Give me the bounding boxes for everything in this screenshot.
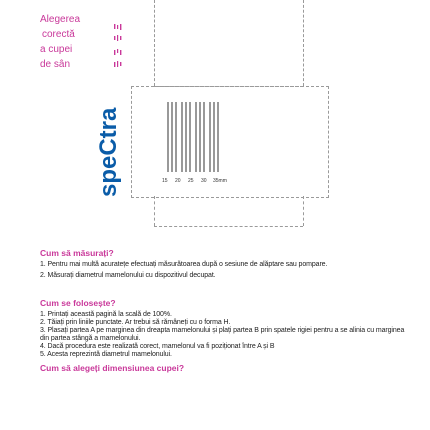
cut-line-bottom [154, 226, 303, 227]
measure-step-1: 1. Pentru mai multă acuratețe efectuați măsurătoarea după o sesiune de alăptare sau pompare. [40, 261, 328, 268]
ruler-label-20: 20 [175, 178, 181, 184]
section-measure-heading: Cum să măsurați? [40, 248, 114, 258]
cut-line-bottom-left [154, 196, 155, 226]
use-step-2: 2. Tăiați prin liniile punctate. Ar trebui să rămâneți cu o forma H. [40, 319, 231, 326]
section-measure [40, 248, 415, 280]
ruler-label-35: 35mm [213, 178, 227, 184]
cut-line-bottom-right [303, 196, 304, 226]
use-step-3: 3. Plasați partea A pe marginea din dreapta mamelonului și plați partea B prin spatele rigiei pentru a se alinia cu marginea din partea stângă a mamelonului. [40, 327, 405, 342]
measure-step-2: 2. Măsurați diametrul mamelonului cu dispozitivul decupat. [40, 272, 216, 279]
use-step-5: 5. Acesta reprezintă diametrul mamelonului. [40, 351, 172, 358]
section-cup-heading: Cum să alegeți dimensiunea cupei? [40, 363, 185, 373]
nipple-ruler [160, 96, 240, 186]
ruler-bars [168, 102, 218, 172]
ruler-label-15: 15 [162, 178, 168, 184]
use-step-1: 1. Printați această pagină la scală de 100%. [40, 311, 172, 318]
ruler-label-30: 30 [201, 178, 207, 184]
cut-line-top-right [303, 0, 304, 86]
title-line-1: Alegerea [40, 14, 81, 25]
spectra-logo [88, 22, 128, 202]
ruler-label-25: 25 [188, 178, 194, 184]
title-line-4: de sân [40, 59, 71, 70]
section-use-heading: Cum se folosește? [40, 298, 116, 308]
use-step-4: 4. Dacă procedura este realizată corect, mamelonul va fi poziționat între A și B [40, 343, 275, 350]
title-line-2: corectă [42, 29, 75, 40]
section-use [40, 298, 415, 373]
cut-line-top-left [154, 0, 155, 86]
title-line-3: a cupei [40, 44, 73, 55]
logo-ticks [114, 24, 121, 67]
logo-text: speCtra [95, 107, 122, 197]
